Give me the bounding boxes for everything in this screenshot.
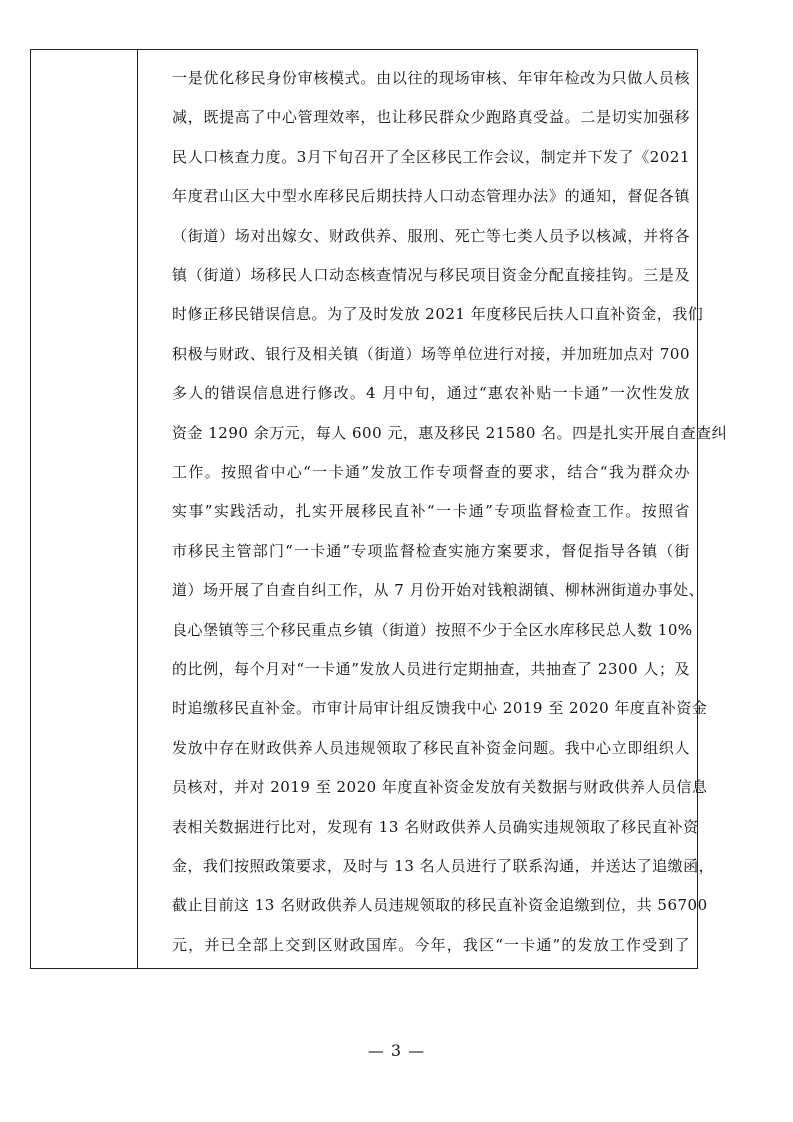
table-left-column	[31, 50, 138, 968]
body-text-line: 一是优化移民身份审核模式。由以往的现场审核、年审年检改为只做人员核	[172, 69, 690, 87]
body-text-line: 市移民主管部门“一卡通”专项监督检查实施方案要求，督促指导各镇（街	[172, 541, 690, 560]
body-text-line: 积极与财政、银行及相关镇（街道）场等单位进行对接，并加班加点对 700	[172, 344, 690, 363]
body-text-line: 金，我们按照政策要求，及时与 13 名人员进行了联系沟通，并送达了追缴函，	[172, 857, 715, 875]
body-text-line: 表相关数据进行比对，发现有 13 名财政供养人员确实违规领取了移民直补资	[172, 817, 699, 836]
body-text-line: 的比例，每个月对“一卡通”发放人员进行定期抽查，共抽查了 2300 人；及	[172, 660, 690, 678]
body-text-line: 时追缴移民直补金。市审计局审计组反馈我中心 2019 至 2020 年度直补资金	[172, 699, 708, 718]
body-text-line: 资金 1290 余万元，每人 600 元，惠及移民 21580 名。四是扎实开展自查查纠	[172, 423, 728, 442]
table-content-cell	[138, 50, 728, 968]
body-text-line: 民人口核查力度。3月下旬召开了全区移民工作会议，制定并下发了《2021	[172, 147, 690, 166]
body-text-line: 镇（街道）场移民人口动态核查情况与移民项目资金分配直接挂钩。三是及	[172, 266, 690, 284]
body-text-line: （街道）场对出嫁女、财政供养、服刑、死亡等七类人员予以核减，并将各	[172, 226, 690, 245]
body-text-line: 减，既提高了中心管理效率，也让移民群众少跑路真受益。二是切实加强移	[172, 108, 690, 127]
body-text-line: 时修正移民错误信息。为了及时发放 2021 年度移民后扶人口直补资金，我们	[172, 305, 704, 324]
body-text-line: 员核对，并对 2019 至 2020 年度直补资金发放有关数据与财政供养人员信息	[172, 778, 708, 797]
report-table	[30, 49, 728, 969]
body-text-line: 良心堡镇等三个移民重点乡镇（街道）按照不少于全区水库移民总人数 10%	[172, 620, 693, 639]
body-text-line: 发放中存在财政供养人员违规领取了移民直补资金问题。我中心立即组织人	[172, 738, 690, 757]
body-text-line: 工作。按照省中心“一卡通”发放工作专项督查的要求，结合“我为群众办	[172, 463, 690, 481]
body-text-line: 截止目前这 13 名财政供养人员违规领取的移民直补资金追缴到位，共 56700	[172, 896, 708, 915]
page-number: — 3 —	[367, 1041, 426, 1060]
body-text-line: 元，并已全部上交到区财政国库。今年，我区“一卡通”的发放工作受到了	[172, 935, 690, 954]
body-text-line: 实事”实践活动，扎实开展移民直补“一卡通”专项监督检查工作。按照省	[172, 502, 690, 521]
body-text-line: 年度君山区大中型水库移民后期扶持人口动态管理办法》的通知，督促各镇	[172, 187, 690, 206]
body-text-line: 多人的错误信息进行修改。4 月中旬，通过“惠农补贴一卡通”一次性发放	[172, 384, 690, 403]
body-text-line: 道）场开展了自查自纠工作，从 7 月份开始对钱粮湖镇、柳林洲街道办事处、	[172, 581, 705, 600]
